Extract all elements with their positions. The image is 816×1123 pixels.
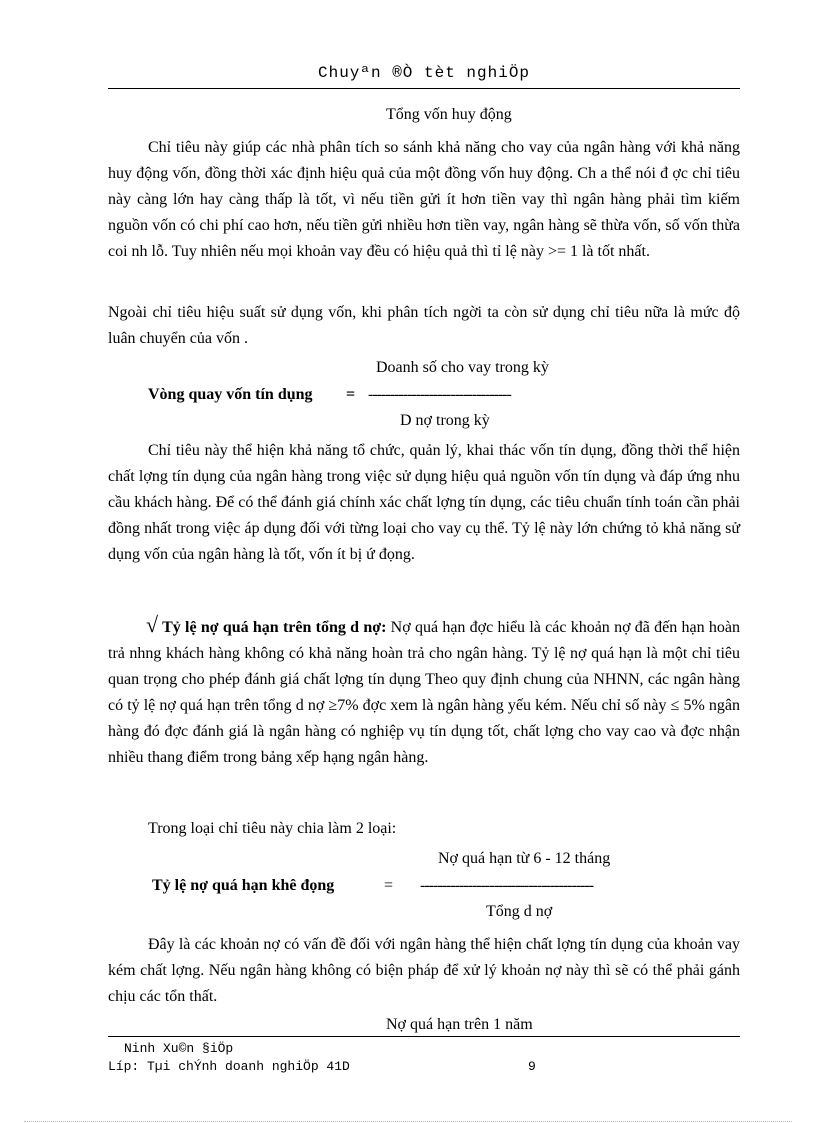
formula3-equals: = — [384, 877, 394, 894]
footer-author: Ninh Xu©n §iÖp — [124, 1041, 234, 1056]
formula3-denominator: Tổng d nợ — [486, 903, 553, 920]
paragraph-4-text-c: 5% ngân hàng đó đợc đánh giá là ngân hàng có nghiệp vụ tín dụng tốt, chất lợng cho vay cao và đợc nhận nhiều thang điểm trong bảng xếp hạng ngân hàng. — [108, 697, 740, 766]
formula2-label: Vòng quay vốn tín dụng — [148, 386, 313, 403]
paragraph-6: Đây là các khoản nợ có vấn đề đối với ngân hàng thể hiện chất lợng tín dụng của khoản vay kém chất lợng. Nếu ngân hàng không có biện pháp để xử lý khoản nợ này thì sẽ có thể phải gánh chịu các tổn thất. — [108, 936, 740, 1005]
footer-class: Líp: Tµi chÝnh doanh nghiÖp 41D — [108, 1059, 350, 1074]
formula3-numerator: Nợ quá hạn từ 6 - 12 tháng — [438, 850, 611, 867]
paragraph-1: Chỉ tiêu này giúp các nhà phân tích so sánh khả năng cho vay của ngân hàng với khả năng huy động vốn, đồng thời xác định hiệu quả của một đồng vốn huy động. Ch a thể nói đ ợc chỉ tiêu này càng lớn hay càng thấp là tốt, vì nếu tiền gửi ít hơn tiền vay thì ngân hàng phải tìm kiếm nguồn vốn có chi phí cao hơn, nếu tiền gửi nhiều hơn tiền vay, ngân hàng sẽ thừa vốn, số vốn thừa coi nh lỗ. Tuy nhiên nếu mọi khoản vay đều có hiệu quả thì tỉ lệ này >= 1 là tốt nhất. — [108, 139, 740, 260]
formula4-numerator: Nợ quá hạn trên 1 năm — [386, 1016, 533, 1033]
less-equal-symbol: ≤ — [670, 697, 680, 714]
footer-page-number: 9 — [528, 1059, 536, 1074]
footer-rule — [108, 1036, 740, 1037]
paragraph-5: Trong loại chỉ tiêu này chia làm 2 loại: — [148, 820, 397, 837]
formula2-equals: = — [346, 386, 356, 403]
formula2-denominator: D nợ trong kỳ — [400, 412, 490, 429]
page-bottom-dotted-border — [24, 1121, 792, 1122]
header-rule — [108, 88, 740, 89]
document-header-title: Chuyªn ®Ò tèt nghiÖp — [317, 64, 531, 82]
paragraph-4-text-a: Nợ quá hạn đợc hiểu là các khoản nợ đã đến hạn hoàn trả nhng khách hàng không có khả năng hoàn trả cho ngân hàng. Tỷ lệ nợ quá hạn là một chỉ tiêu quan trọng cho phép đánh giá chất lợng tín dụng Theo quy định chung của NHNN, các ngân hàng có tỷ lệ nợ quá hạn trên tổng d nợ — [108, 619, 740, 714]
paragraph-2: Ngoài chỉ tiêu hiệu suất sử dụng vốn, khi phân tích ngời ta còn sử dụng chỉ tiêu nữa là mức độ luân chuyển của vốn . — [108, 304, 740, 347]
checkmark-icon: √ — [146, 612, 159, 637]
paragraph-4-text-b: 7% đợc xem là ngân hàng yếu kém. Nếu chỉ số này — [337, 697, 671, 714]
formula2-fraction-bar: --------------------------------- — [368, 386, 511, 403]
paragraph-4 — [108, 612, 740, 771]
formula3-fraction-bar: ---------------------------------------- — [420, 877, 594, 894]
formula3-label: Tỷ lệ nợ quá hạn khê đọng — [152, 877, 335, 894]
paragraph-4-heading: Tỷ lệ nợ quá hạn trên tổng d nợ: — [162, 619, 387, 636]
paragraph-3: Chỉ tiêu này thể hiện khả năng tổ chức, quản lý, khai thác vốn tín dụng, đồng thời thể hiện chất lợng tín dụng của ngân hàng trong việc sử dụng hiệu quả nguồn vốn tín dụng và đáp ứng nhu cầu khách hàng. Để có thể đánh giá chính xác chất lợng tín dụng, các tiêu chuẩn tính toán cần phải đồng nhất trong việc áp dụng đối với từng loại cho vay cụ thể. Tỷ lệ này lớn chứng tỏ khả năng sử dụng vốn của ngân hàng là tốt, vốn ít bị ứ đọng. — [108, 442, 740, 563]
greater-equal-symbol: ≥ — [328, 697, 338, 714]
formula1-numerator: Tổng vốn huy động — [386, 106, 512, 123]
formula2-numerator: Doanh số cho vay trong kỳ — [376, 359, 549, 376]
